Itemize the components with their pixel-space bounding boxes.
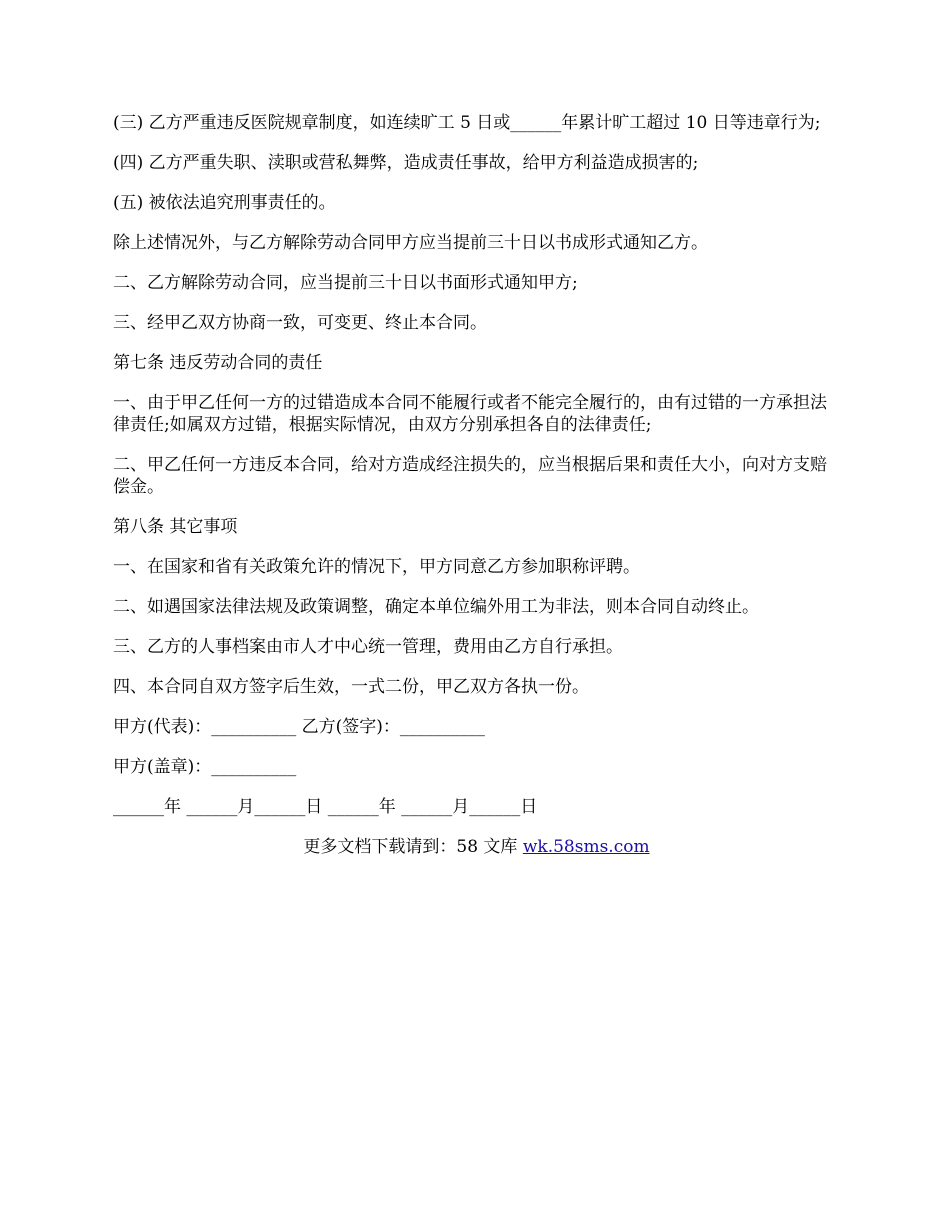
mutual-agreement-clause: 三、经甲乙双方协商一致，可变更、终止本合同。 bbox=[113, 313, 487, 333]
article-7-item-2: 二、甲乙任何一方违反本合同，给对方造成经注损失的，应当根据后果和责任大小，向对方支赔偿金。 bbox=[113, 455, 827, 497]
article-8-heading: 第八条 其它事项 bbox=[113, 517, 238, 537]
signature-line-representatives: 甲方(代表)：__________ 乙方(签字)：__________ bbox=[113, 717, 485, 737]
notice-requirement-employee: 二、乙方解除劳动合同，应当提前三十日以书面形式通知甲方; bbox=[113, 273, 578, 293]
article-8-item-2: 二、如遇国家法律法规及政策调整，确定本单位编外用工为非法，则本合同自动终止。 bbox=[113, 597, 759, 617]
article-8-item-4: 四、本合同自双方签字后生效，一式二份，甲乙双方各执一份。 bbox=[113, 677, 589, 697]
footer-link[interactable]: wk.58sms.com bbox=[522, 837, 650, 857]
clause-3-serious-violation: (三) 乙方严重违反医院规章制度，如连续旷工 5 日或______年累计旷工超过 10 日等违章行为; bbox=[113, 113, 821, 133]
signature-line-seal: 甲方(盖章)：__________ bbox=[113, 757, 297, 777]
notice-requirement-employer: 除上述情况外，与乙方解除劳动合同甲方应当提前三十日以书成形式通知乙方。 bbox=[113, 233, 708, 253]
article-7-heading: 第七条 违反劳动合同的责任 bbox=[113, 353, 323, 373]
date-line: ______年 ______月______日 ______年 ______月______日 bbox=[113, 797, 538, 817]
download-footer bbox=[113, 836, 840, 858]
clause-5-criminal-liability: (五) 被依法追究刑事责任的。 bbox=[113, 193, 336, 213]
article-8-item-1: 一、在国家和省有关政策允许的情况下，甲方同意乙方参加职称评聘。 bbox=[113, 557, 640, 577]
article-8-item-3: 三、乙方的人事档案由市人才中心统一管理，费用由乙方自行承担。 bbox=[113, 637, 623, 657]
article-7-item-1: 一、由于甲乙任何一方的过错造成本合同不能履行或者不能完全履行的，由有过错的一方承担法律责任;如属双方过错，根据实际情况，由双方分别承担各自的法律责任; bbox=[113, 393, 827, 435]
footer-text: 更多文档下载请到：58 文库 bbox=[303, 837, 523, 857]
clause-4-dereliction: (四) 乙方严重失职、渎职或营私舞弊，造成责任事故，给甲方利益造成损害的; bbox=[113, 153, 699, 173]
